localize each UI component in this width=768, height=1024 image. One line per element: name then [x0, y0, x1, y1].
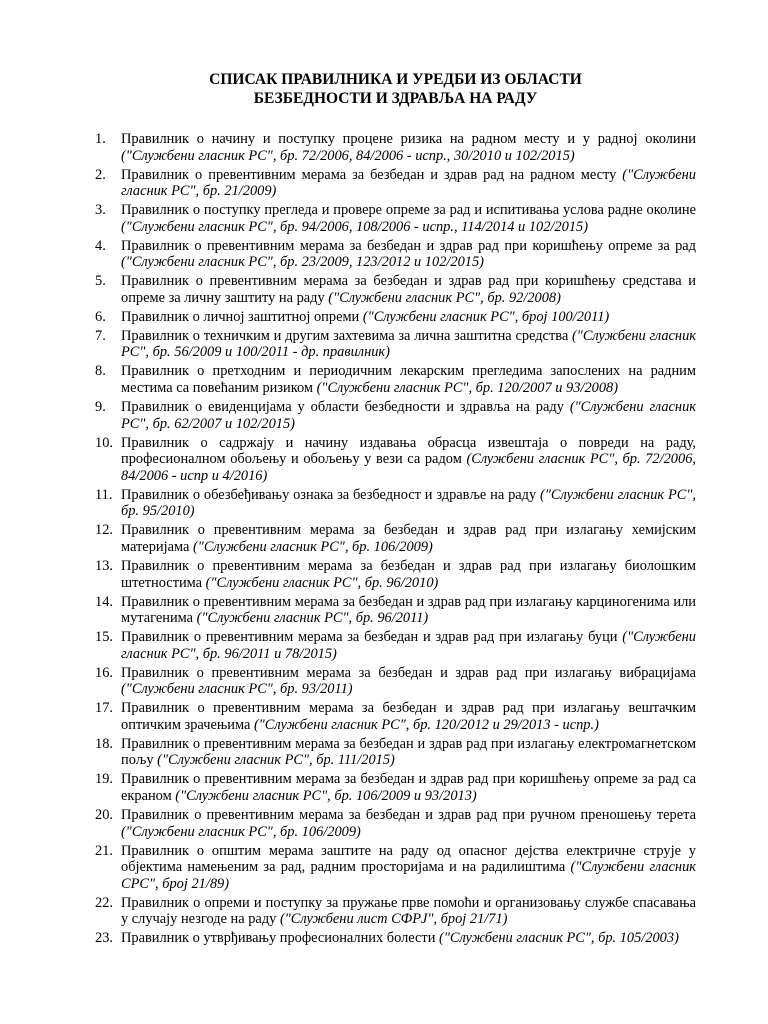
regulation-title: Правилник о обезбеђивању ознака за безбедност и здравље на раду: [121, 486, 541, 503]
gazette-citation: ("Службени гласник РС", бр. 62/2007 и 102/2015): [121, 399, 696, 432]
list-item: [95, 665, 696, 698]
gazette-citation: ("Службени гласник РС", бр. 111/2015): [157, 752, 395, 769]
regulation-title: Правилник о превентивним мерама за безбедан и здрав рад при излагању вештачким оптичким зрачењима: [121, 700, 696, 733]
gazette-citation: ("Службени гласник РС", бр. 96/2010): [205, 574, 439, 591]
list-item: [95, 238, 696, 271]
list-item: [95, 328, 696, 361]
list-item-number: 23.: [95, 930, 113, 947]
list-item: [95, 273, 696, 306]
gazette-citation: ("Службени гласник РС", бр. 95/2010): [121, 486, 696, 520]
regulation-title: Правилник о евиденцијама у области безбедности и здравља на раду: [121, 399, 570, 416]
gazette-citation: ("Службени гласник РС", бр. 21/2009): [121, 166, 696, 200]
list-item: [95, 700, 696, 733]
list-item-number: 15.: [95, 629, 113, 646]
list-item-number: 21.: [95, 842, 113, 859]
gazette-citation: ("Службени лист СФРЈ", број 21/71): [279, 911, 508, 928]
list-item: [95, 399, 696, 432]
list-item-number: 19.: [95, 771, 113, 788]
list-item: [95, 843, 696, 893]
list-item: [95, 363, 696, 396]
list-item: [95, 895, 696, 928]
list-item-number: 6.: [95, 308, 106, 325]
list-item-number: 3.: [95, 202, 106, 219]
list-item: [95, 435, 696, 485]
regulation-title: Правилник о превентивним мерама за безбедан и здрав рад при излагању карциногенима или мутагенима: [121, 593, 696, 627]
regulation-title: Правилник о опреми и поступку за пружање прве помоћи и организовању службе спасавања у случају незгоде на раду: [121, 894, 696, 928]
regulation-title: Правилник о претходним и периодичним лекарским прегледима запослених на радним местима са повећаним ризиком: [121, 363, 696, 397]
title-line-2: БЕЗБЕДНОСТИ И ЗДРАВЉА НА РАДУ: [253, 90, 538, 107]
list-item: [95, 771, 696, 804]
regulation-title: Правилник о превентивним мерама за безбедан и здрав рад при излагању вибрацијама: [121, 664, 696, 681]
regulation-title: Правилник о превентивним мерама за безбедан и здрав рад на радном месту: [121, 166, 623, 183]
list-item-number: 4.: [95, 237, 106, 254]
regulation-title: Правилник о садржају и начину издавања обрасца извештаја о повреди на раду, професионалном обољењу и обољењу у вези са радом: [121, 434, 696, 468]
list-item-number: 20.: [95, 806, 113, 823]
list-item: [95, 131, 696, 164]
gazette-citation: ("Службени гласник РС", бр. 23/2009, 123/2012 и 102/2015): [121, 254, 484, 271]
list-item: [95, 629, 696, 662]
regulation-title: Правилник о општим мерама заштите на раду од опасног дејства електричне струје у објектима намењеним за рад, радним просторијама и на радилиштима: [121, 842, 696, 876]
list-item-number: 18.: [95, 735, 113, 752]
regulation-title: Правилник о утврђивању професионалних болести: [121, 930, 440, 947]
regulation-title: Правилник о личној заштитној опреми: [121, 308, 363, 325]
list-item-number: 10.: [95, 434, 113, 451]
gazette-citation: ("Службени гласник РС", бр. 92/2008): [328, 289, 561, 306]
regulation-title: Правилник о превентивним мерама за безбедан и здрав рад при излагању биолошким штетностима: [121, 557, 696, 591]
gazette-citation: ("Службени гласник РС", бр. 120/2007 и 93/2008): [316, 380, 619, 397]
list-item-number: 2.: [95, 166, 106, 183]
list-item-number: 13.: [95, 557, 113, 574]
list-item-number: 14.: [95, 593, 113, 610]
gazette-citation: ("Службени гласник РС", бр. 106/2009): [192, 538, 433, 555]
title-line-1: СПИСАК ПРАВИЛНИКА И УРЕДБИ ИЗ ОБЛАСТИ: [209, 71, 582, 88]
gazette-citation: ("Службени гласник РС", бр. 106/2009 и 93/2013): [175, 788, 477, 804]
gazette-citation: ("Службени гласник РС", бр. 72/2006, 84/2006 - испр., 30/2010 и 102/2015): [121, 147, 575, 164]
list-item: [95, 807, 696, 840]
list-item-number: 22.: [95, 894, 113, 911]
list-item: [95, 736, 696, 769]
list-item-number: 11.: [95, 486, 113, 503]
list-item: [95, 930, 696, 947]
list-item-number: 9.: [95, 399, 106, 416]
list-item: [95, 594, 696, 627]
list-item: [95, 309, 696, 326]
document-title: [95, 70, 696, 108]
list-item: [95, 167, 696, 200]
gazette-citation: ("Службени гласник РС", бр. 94/2006, 108/2006 - испр., 114/2014 и 102/2015): [121, 218, 589, 235]
regulation-title: Правилник о превентивним мерама за безбедан и здрав рад при коришћењу средстава и опреме за личну заштиту на раду: [121, 273, 696, 306]
gazette-citation: (Службени гласник РС", бр. 72/2006, 84/2006 - испр и 4/2016): [121, 451, 696, 484]
gazette-citation: ("Службени гласник РС", бр. 56/2009 и 100/2011 - др. правилник): [121, 327, 696, 361]
gazette-citation: ("Службени гласник РС", бр. 96/2011 и 78/2015): [121, 629, 696, 662]
regulation-title: Правилник о превентивним мерама за безбедан и здрав рад при коришћењу опреме за рад са екраном: [121, 771, 696, 804]
regulation-title: Правилник о техничким и другим захтевима за лична заштитна средства: [121, 327, 572, 344]
gazette-citation: ("Службени гласник РС", бр. 93/2011): [121, 681, 353, 698]
gazette-citation: ("Службени гласник РС", бр. 96/2011): [196, 610, 429, 627]
list-item-number: 12.: [95, 522, 113, 539]
list-item-number: 5.: [95, 273, 106, 290]
regulation-title: Правилник о превентивним мерама за безбедан и здрав рад при излагању хемијским материјама: [121, 522, 696, 555]
regulation-title: Правилник о превентивним мерама за безбедан и здрав рад при излагању буци: [121, 629, 623, 646]
regulation-title: Правилник о начину и поступку процене ризика на радном месту и у радној околини: [121, 131, 696, 147]
gazette-citation: ("Службени гласник РС", бр. 120/2012 и 29/2013 - испр.): [253, 716, 599, 733]
gazette-citation: ("Службени гласник РС", број 100/2011): [362, 308, 610, 325]
list-item-number: 16.: [95, 664, 113, 681]
regulation-title: Правилник о поступку прегледа и провере опреме за рад и испитивања услова радне околине: [121, 202, 696, 219]
regulation-title: Правилник о превентивним мерама за безбедан и здрав рад при ручном преношењу терета: [121, 806, 696, 823]
list-item: [95, 522, 696, 555]
gazette-citation: ("Службени гласник СРС", број 21/89): [121, 859, 696, 892]
list-item-number: 1.: [95, 131, 106, 147]
list-item-number: 17.: [95, 700, 113, 717]
list-item: [95, 487, 696, 520]
list-item: [95, 202, 696, 235]
list-item-number: 8.: [95, 363, 106, 380]
gazette-citation: ("Службени гласник РС", бр. 105/2003): [439, 930, 679, 947]
regulation-title: Правилник о превентивним мерама за безбедан и здрав рад при коришћењу опреме за рад: [121, 237, 696, 254]
list-item: [95, 558, 696, 591]
gazette-citation: ("Службени гласник РС", бр. 106/2009): [121, 823, 361, 840]
list-item-number: 7.: [95, 327, 106, 344]
regulations-list: [95, 131, 696, 947]
regulation-title: Правилник о превентивним мерама за безбедан и здрав рад при излагању електромагнетском пољу: [121, 735, 696, 769]
